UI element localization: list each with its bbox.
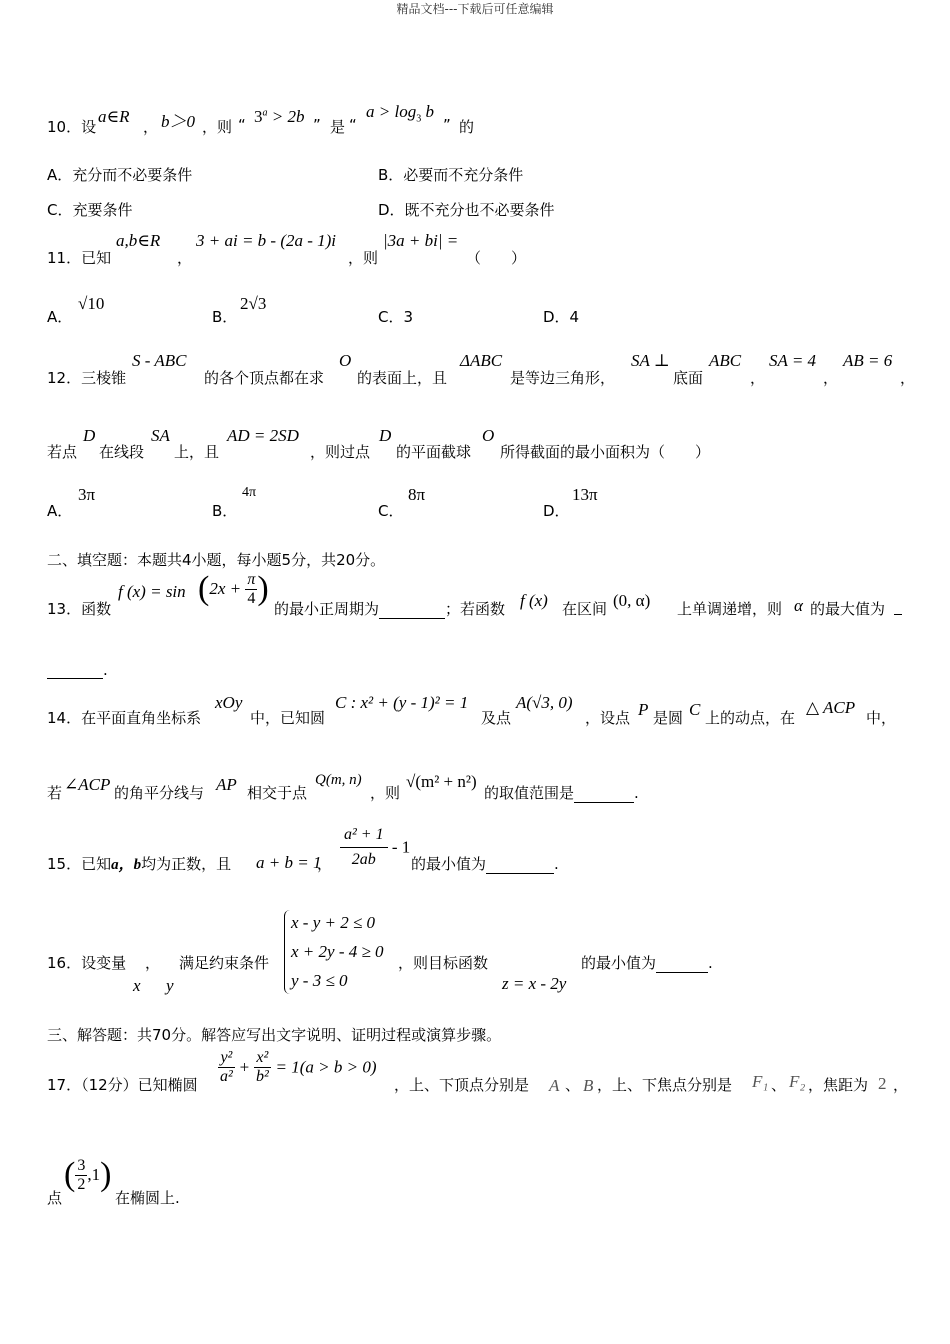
q10-sep: ， [143,118,159,136]
q14-math-9: Q(m, n) [315,772,362,788]
q14-line2-text-2: 的角平分线与 [114,784,205,802]
q12-math-4: SA ⊥ [631,351,670,370]
q10-quote-open: “ [238,116,246,134]
q13-blank-1 [379,604,445,619]
q10-math-3: $3^a > 2b$ [254,107,305,126]
q16-sep: ， [145,954,161,972]
q10-text-3: 的 [459,118,475,136]
q17-number: 17．（12分）已知椭圆 [47,1076,198,1094]
q13-text-3: 在区间 [562,600,608,618]
q17-point-b: B [583,1076,594,1095]
q13-line2: . [47,661,108,679]
q14-blank [574,788,634,803]
q14-text-6: 中， [866,709,897,727]
q17-sep: ， [893,1076,909,1094]
q12-option-a-value: 3π [78,485,96,504]
q12-text-4: 底面 [673,369,704,387]
q14-math-7: ∠ACP [64,775,111,794]
q12-math-12: O [482,426,495,445]
q12-text-2: 的表面上，且 [357,369,448,387]
q12-sep-3: ， [900,369,916,387]
q10-math-4: $a > \log_3 b$ [366,102,434,125]
q12-text-1: 的各个顶点都在求 [204,369,325,387]
q12-math-11: D [379,426,392,445]
q11-sep: ， [177,249,193,267]
q12-math-2: O [339,351,352,370]
q16-var-y: y [166,976,174,995]
q17-line2-text-1: 点 [47,1189,63,1207]
q14-line2-text-4: ，则 [370,784,401,802]
q16-objective: z = x - 2y [502,974,567,993]
q14-math-2: C : x² + (y - 1)² = 1 [335,693,469,712]
q13-number: 13．函数 [47,600,112,618]
q12-option-c-value: 8π [408,485,426,504]
q14-text-3: ，设点 [585,709,631,727]
q13-blank-2b [47,664,103,679]
q10-text-1: ，则 [202,118,233,136]
q17-focus-f2: F₂ [789,1072,806,1091]
q15-sep: ， [317,855,333,873]
q11-math-1: a,b∈R [116,231,161,250]
page-header: 精品文档---下载后可任意编辑 [396,2,554,16]
q10-quote-close-2: ” [443,116,451,134]
q12-option-b-value: 4π [242,485,257,500]
q12-math-7: AB = 6 [843,351,893,370]
q11-option-a-value: √10 [78,294,105,313]
q12-math-10: AD = 2SD [227,426,299,445]
q12-option-a-label: A． [47,502,73,520]
q13-math-1: f (x) = sin [118,582,186,601]
q17-focal-distance: 2 [878,1074,887,1093]
q14-math-6: △ ACP [806,698,856,717]
q12-math-8: D [83,426,96,445]
q11-math-2: 3 + ai = b - (2a - 1)i [196,231,337,250]
q13-paren-group: (2x + $\frac{\pi}{4}$ ) [198,570,269,607]
q16-constraint-2: x + 2y - 4 ≥ 0 [291,942,384,961]
q13-blank-2a [894,600,902,615]
q15-blank [486,859,554,874]
q10-math-2: b＞0 [161,112,195,131]
q11-option-b-label: B． [212,308,238,326]
q12-option-c-label: C． [378,502,404,520]
q15-math-1: a + b = 1 [256,853,322,872]
q16-blank [656,958,708,973]
q16-text-2: ，则目标函数 [398,954,489,972]
q12-math-3: ΔABC [460,351,503,370]
q17-focus-f1: F₁ [752,1072,769,1091]
q12-line2-text-3: 上，且 [174,443,220,461]
q16-number: 16．设变量 [47,954,127,972]
q11-number: 11．已知 [47,249,112,267]
q14-number: 14．在平面直角坐标系 [47,709,202,727]
q12-line2-text-2: 在线段 [99,443,145,461]
q13-math-4: α [794,596,803,615]
q16-constraint-1: x - y + 2 ≤ 0 [291,913,376,932]
q10-quote-open-2: “ [349,116,357,134]
q11-text-1: ，则 [348,249,379,267]
q11-option-c: C．3 [378,308,414,326]
q11-paren: （ ） [466,249,527,267]
q12-sep-1: ， [750,369,766,387]
q10-math-1: a∈R [98,107,130,126]
q17-line2-text-2: 在椭圆上. [115,1189,180,1207]
q11-option-a-label: A． [47,308,73,326]
q12-option-d-value: 13π [572,485,598,504]
section-2-title: 二、填空题：本题共4小题，每小题5分，共20分。 [47,551,386,569]
q14-text-2: 及点 [481,709,512,727]
q10-option-b: B．必要而不充分条件 [378,166,524,184]
q12-option-d-label: D． [543,502,570,520]
q17-point: ( $\frac{3}{2}$ ,1) [64,1156,112,1193]
q10-number: 10．设 [47,118,97,136]
q16-constraint-system [284,910,384,994]
q14-text-1: 中，已知圆 [250,709,326,727]
q17-ellipse-equation: $\frac{\text{y²}}{\text{a²}}$ + $\frac{\text{x²}}{\text{b²}}$ = 1(a > b > 0) [220,1049,377,1085]
q15-number: 15．已知a，b均为正数，且 [47,855,232,873]
q16-var-x: x [133,976,141,995]
q13-text-5: 的最大值为 [810,600,886,618]
q13-math-3: (0, α) [613,591,651,610]
q15-text-2: 的最小值为 . [411,855,559,873]
q14-math-8: AP [216,775,237,794]
q14-line2-text-5: 的取值范围是 . [484,784,639,802]
q13-math-2: f (x) [520,591,548,610]
q14-line2-text-3: 相交于点 [247,784,308,802]
q14-math-3: A(√3, 0) [516,693,573,712]
q12-option-b-label: B． [212,502,238,520]
q12-sep-2: ， [823,369,839,387]
q11-math-3: |3a + bi| = [383,231,459,250]
q11-option-b-value: 2√3 [240,294,267,313]
q16-constraint-3: y - 3 ≤ 0 [291,971,348,990]
q10-text-2: 是 [330,118,346,136]
q12-line2-text-5: 的平面截球 [396,443,472,461]
q12-line2-text-6: 所得截面的最小面积为（ ） [500,443,711,461]
q14-text-5: 上的动点，在 [705,709,796,727]
q17-point-a: A [549,1076,560,1095]
q12-number: 12．三棱锥 [47,369,127,387]
q11-option-d: D．4 [543,308,580,326]
q17-text-2: ，上、下焦点分别是 [597,1076,733,1094]
q14-math-4: P [638,700,649,719]
q17-text-3: ，焦距为 [808,1076,869,1094]
q10-option-c: C．充要条件 [47,201,133,219]
q12-math-9: SA [151,426,170,445]
q12-math-6: SA = 4 [769,351,817,370]
q10-quote-close: ” [313,116,321,134]
q13-text-1: 的最小正周期为 ；若函数 [274,600,506,618]
q17-dun-1: 、 [565,1076,581,1094]
q12-math-1: S - ABC [132,351,187,370]
q14-math-5: C [689,700,701,719]
q14-line2-text-1: 若 [47,784,63,802]
q16-text-1: 满足约束条件 [179,954,270,972]
q14-math-10: √(m² + n²) [406,772,477,791]
q12-text-3: 是等边三角形， [510,369,616,387]
section-3-title: 三、解答题：共70分。解答应写出文字说明、证明过程或演算步骤。 [47,1026,502,1044]
q17-dun-2: 、 [771,1076,787,1094]
q15-fraction: $\frac{\text{a² + 1}}{2ab}$ - 1 [340,826,410,869]
q17-text-1: ，上、下顶点分别是 [394,1076,530,1094]
q12-line2-text-4: ，则过点 [310,443,371,461]
q14-text-4: 是圆 [653,709,684,727]
q13-text-4: 上单调递增，则 [677,600,783,618]
q14-math-1: xOy [215,693,243,712]
q12-math-5: ABC [709,351,742,370]
q10-option-a: A．充分而不必要条件 [47,166,193,184]
q12-line2-text-1: 若点 [47,443,78,461]
q16-text-3: 的最小值为 . [581,954,713,972]
q10-option-d: D．既不充分也不必要条件 [378,201,555,219]
